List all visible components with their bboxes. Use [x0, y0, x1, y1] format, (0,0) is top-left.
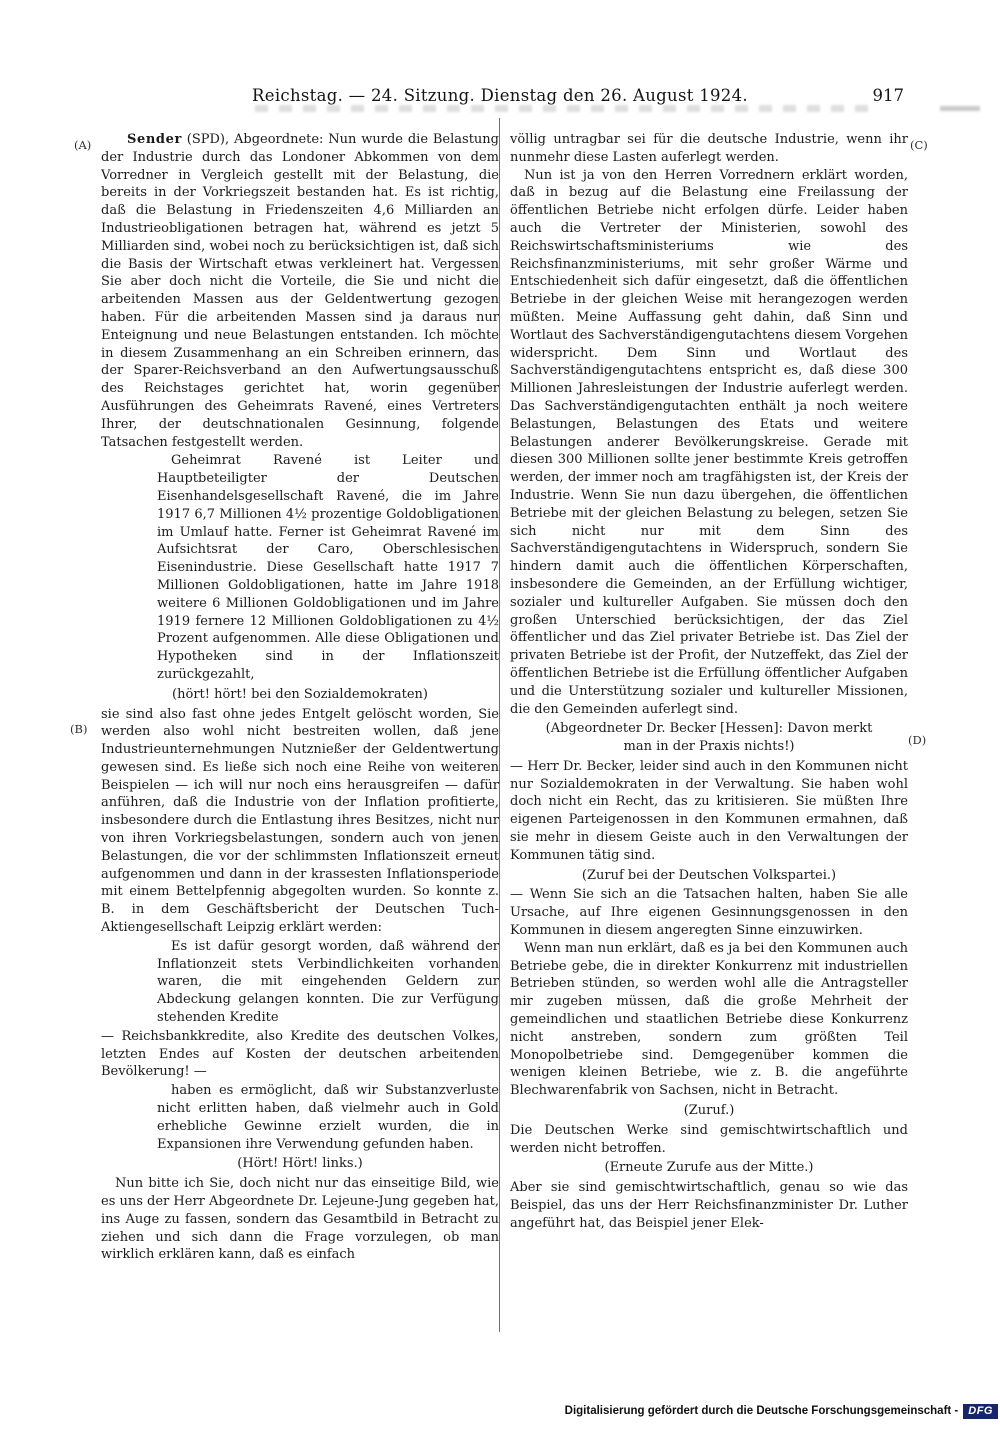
interjection: (Hört! Hört! links.)	[237, 1156, 363, 1172]
speech-paragraph: Aber sie sind gemischtwirtschaftlich, genau so wie das Beispiel, das uns der Herr Reichsfinanzminister Dr. Luther angeführt hat, das Beispiel jener Elek-	[510, 1180, 908, 1231]
page-number: 917	[872, 86, 904, 105]
digitization-credit-text: Digitalisierung gefördert durch die Deutsche Forschungsgemeinschaft -	[564, 1405, 959, 1417]
column-marker-c: (C)	[910, 138, 928, 152]
page-header: Reichstag. — 24. Sitzung. Dienstag den 26. August 1924.	[252, 86, 748, 105]
column-divider-rule	[499, 118, 500, 1332]
speech-text: Nun wurde die Belastung der Industrie durch das Londoner Abkommen von dem Vorredner in Vergleich gestellt mit der Belastung, die bereits in der Vorkriegszeit bestanden hat. Es ist richtig, daß die Belastung in Friedenszeiten 4,6 Milliarden an Industrieobligationen betragen hat, während es jetzt 5 Milliarden sind, wobei noch zu berücksichtigen ist, daß sich die Basis der Wirtschaft etwas verkleinert hat. Vergessen Sie aber doch nicht die Vorteile, die Sie und nicht die arbeitenden Massen aus der Geldentwertung gezogen haben. Für die arbeitenden Massen sind ja daraus nur Enteignung und neue Belastungen entstanden. Ich möchte in diesem Zusammenhang an ein Schreiben erinnern, das der Sparer-Reichsverband an den Aufwertungsausschuß des Reichstages gerichtet hat, worin gegenüber Ausführungen des Geheimrats Ravené, eines Vertreters Ihrer, der deutschnationalen Gesinnung, folgende Tatsachen festgestellt werden.	[101, 132, 499, 450]
block-quote: haben es ermöglicht, daß wir Substanzverluste nicht erlitten haben, daß vielmehr auch in Gold erhebliche Gewinne erzielt wurden, die in Expansionen ihre Verwendung gefunden haben.	[157, 1083, 499, 1152]
block-quote: Geheimrat Ravené ist Leiter und Hauptbeteiligter der Deutschen Eisenhandelsgesellschaft Ravené, die im Jahre 1917 6,7 Millionen 4½ prozentige Goldobligationen im Umlauf hatte. Ferner ist Geheimrat Ravené im Aufsichtsrat der Caro, Oberschlesischen Eisenindustrie. Diese Gesellschaft hatte 1917 7 Millionen Goldobligationen, hatte im Jahre 1918 weitere 6 Millionen Goldobligationen und im Jahre 1919 fernere 12 Millionen Goldobligationen zu 4½ Prozent aufgenommen. Alle diese Obligationen und Hypotheken sind in der Inflationszeit zurückgezahlt,	[157, 453, 499, 682]
speaker-meta: (SPD), Abgeordnete:	[186, 132, 324, 147]
column-marker-b: (B)	[70, 722, 88, 736]
speaker-name: Sender	[127, 132, 182, 147]
speech-paragraph: — Reichsbankkredite, also Kredite des deutschen Volkes, letzten Endes auf Kosten der deutschen arbeitenden Bevölkerung! —	[101, 1028, 499, 1080]
interjection: (hört! hört! bei den Sozialdemokraten)	[172, 686, 428, 702]
speech-paragraph: völlig untragbar sei für die deutsche Industrie, wenn ihr nunmehr diese Lasten auferlegt werden.	[510, 132, 908, 165]
speech-paragraph: Wenn man nun erklärt, daß es ja bei den Kommunen auch Betriebe gebe, die in direkter Konkurrenz mit industriellen Betrieben stünden, so werden wohl alle die Antragsteller mir zugeben müssen, daß die große Mehrheit der gemeindlichen und staatlichen Betriebe diese Konkurrenz nicht anstreben, sondern zum größten Teil Monopolbetriebe sind. Demgegenüber kommen die wenigen kleinen Betriebe, wie z. B. die angeführte Blechwarenfabrik von Sachsen, nicht in Betracht.	[510, 940, 908, 1099]
print-showthrough-artifact	[255, 105, 875, 112]
column-marker-a: (A)	[74, 138, 92, 152]
speech-paragraph: — Herr Dr. Becker, leider sind auch in den Kommunen nicht nur Sozialdemokraten in der Verwaltung. Sie haben wohl doch nicht ein Recht, das zu kritisieren. Sie müßten Ihre eigenen Parteigenossen in den Kommunen ermahnen, daß sie mehr in diesem Geiste auch in den Verwaltungen der Kommunen tätig sind.	[510, 758, 908, 863]
speech-paragraph: sie sind also fast ohne jedes Entgelt gelöscht worden, Sie werden also wohl nicht bestreiten wollen, daß jene Industrieunternehmungen Nutznießer der Geldentwertung gewesen sind. Es ließe sich noch eine Reihe von weiteren Beispielen — ich will nur noch eins herausgreifen — dafür anführen, daß die Industrie von der Inflation profitierte, insbesondere durch die Entlastung ihres Besitzes, nicht nur von ihren Vorkriegsbelastungen, sondern auch von jenen Belastungen, die vor der schlimmsten Inflationszeit erneut aufgenommen und dann in der krassesten Inflationsperiode mit einem Bettelpfennig abgegolten wurden. So konnte z. B. in dem Geschäftsbericht der Deutschen Tuch-Aktiengesellschaft Leipzig erklärt werden:	[101, 706, 499, 936]
right-column	[510, 131, 908, 1233]
interjection: (Zuruf bei der Deutschen Volkspartei.)	[581, 867, 837, 883]
column-marker-d: (D)	[908, 733, 927, 747]
speech-paragraph: Nun bitte ich Sie, doch nicht nur das einseitige Bild, wie es uns der Herr Abgeordnete Dr. Lejeune-Jung gegeben hat, ins Auge zu fassen, sondern das Gesamtbild in Betracht zu ziehen und sich dann die Frage vorzulegen, ob man wirklich erklären kann, daß es einfach	[101, 1176, 499, 1263]
left-column	[101, 131, 499, 1264]
speech-paragraph: Die Deutschen Werke sind gemischtwirtschaftlich und werden nicht betroffen.	[510, 1122, 908, 1156]
speech-paragraph: Nun ist ja von den Herren Vorrednern erklärt worden, daß in bezug auf die Belastung eine Freilassung der öffentlichen Betriebe nicht erfolgen dürfe. Leider haben auch die Vertreter der Ministerien, sowohl des Reichswirtschaftsministeriums wie des Reichsfinanzministeriums, mit sehr großer Wärme und Entschiedenheit sich dafür eingesetzt, daß die öffentlichen Betriebe in der gleichen Weise mit herangezogen werden müßten. Meine Auffassung geht dahin, daß Sinn und Wortlaut des Sachverständigengutachtens diesem Vorgehen widerspricht. Dem Sinn und Wortlaut des Sachverständigengutachtens entspricht es, daß diese 300 Millionen Jahresleistungen der Industrie auferlegt werden. Das Sachverständigengutachten enthält ja noch weitere Belastungen, Belastungen des Etats und weitere Belastungen anderer Bevölkerungskreise. Gerade mit diesen 300 Millionen sollte jener bestimmte Kreis getroffen werden, der immer noch am tragfähigsten ist, der Kreis der Industrie. Wenn Sie nun dazu übergehen, die öffentlichen Betriebe mit der gleichen Belastung zu belegen, setzen Sie sich nicht nur mit dem Sinn des Sachverständigengutachtens in Widerspruch, sondern Sie hindern damit auch die öffentlichen Körperschaften, insbesondere die Gemeinden, an der Erfüllung wichtiger, sozialer und kultureller Aufgaben. Sie müssen doch den großen Unterschied berücksichtigen, der das Ziel öffentlicher und das Ziel privater Betriebe ist. Das Ziel der privaten Betriebe ist der Profit, der Nutzeffekt, das Ziel der öffentlichen Betriebe ist die Erfüllung öffentlicher Aufgaben und die Unterstützung sozialer und kultureller Missionen, die den Gemeinden auferlegt sind.	[510, 167, 908, 717]
speech-paragraph: — Wenn Sie sich an die Tatsachen halten, haben Sie alle Ursache, auf Ihre eigenen Gesinnungsgenossen in den Kommunen in diesem angeregten Sinne einzuwirken.	[510, 887, 908, 939]
dfg-logo: DFG	[963, 1404, 998, 1419]
speech-opening-paragraph	[101, 131, 499, 451]
block-quote: Es ist dafür gesorgt worden, daß während der Inflationzeit stets Verbindlichkeiten vorhanden waren, die mit eingehenden Geldern zur Abdeckung gelangen konnten. Die zur Verfügung stehenden Kredite	[157, 938, 499, 1026]
interjection: (Erneute Zurufe aus der Mitte.)	[604, 1160, 814, 1176]
interjection: (Zuruf.)	[683, 1103, 735, 1119]
digitization-footer	[565, 1401, 998, 1421]
print-showthrough-artifact	[940, 106, 980, 111]
interjection: (Abgeordneter Dr. Becker [Hessen]: Davon merkt man in der Praxis nichts!)	[545, 721, 873, 755]
